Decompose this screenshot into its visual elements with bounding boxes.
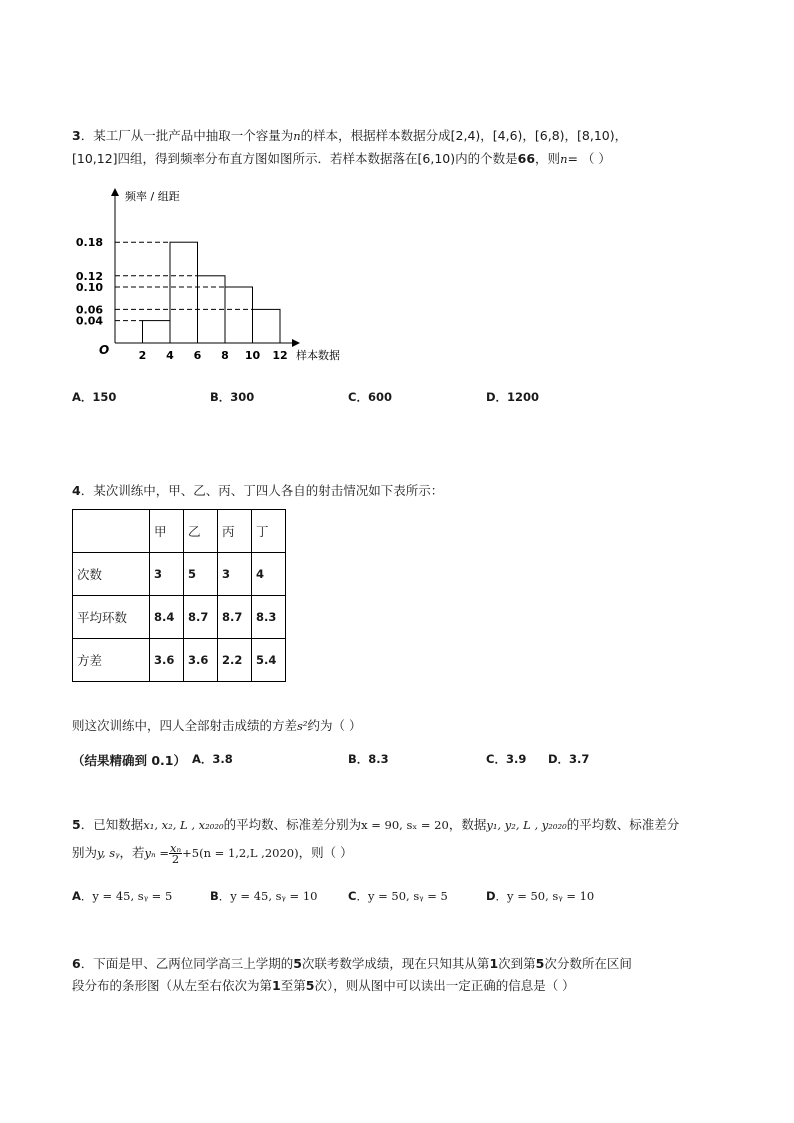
q6-line1: [72, 954, 632, 972]
q6-number: 6: [72, 956, 81, 971]
q5-option-c-text: y = 50, sᵧ = 5: [367, 889, 448, 903]
q5-option-d-letter: D: [486, 889, 496, 903]
q6-line2: [72, 976, 575, 994]
q3-var-n: n: [293, 129, 301, 143]
q4-option-b-letter: B: [348, 752, 357, 766]
table-row: [73, 639, 286, 682]
table-header: 丁: [252, 510, 286, 553]
q5-formula-tail: +5(n = 1,2,L ,2020): [182, 846, 299, 860]
y-tick-label: 0.04: [75, 314, 103, 328]
q5-option-b-letter: B: [210, 889, 219, 903]
q6-five: 5: [293, 956, 302, 971]
q4-intro: [72, 481, 443, 499]
y-tick-label: 0.12: [75, 269, 103, 283]
x-tick-label: 4: [166, 349, 174, 362]
q5-option-a[interactable]: A．y = 45, sᵧ = 5: [72, 889, 173, 903]
q6-t5: 段分布的条形图（从左至右依次为第: [72, 978, 273, 993]
q5-option-a-letter: A: [72, 889, 81, 903]
q3-option-b-letter: B: [210, 390, 219, 404]
q3-line1: [72, 126, 627, 144]
table-cell: 3.6: [150, 639, 184, 682]
q5-t6: ，若: [119, 845, 145, 860]
x-tick-label: 2: [138, 349, 147, 362]
q6-t1: ．下面是甲、乙两位同学高三上学期的: [80, 956, 294, 971]
q5-t1: ．已知数据: [80, 817, 144, 832]
table-header: 乙: [184, 510, 218, 553]
table-row: [73, 553, 286, 596]
q5-line2: [72, 840, 353, 866]
table-cell: 3: [150, 553, 184, 596]
q5-frac-top: xₙ: [170, 841, 182, 855]
origin-label: O: [99, 343, 110, 357]
q4-option-b-text: 8.3: [368, 752, 389, 766]
q4-option-a-text: 3.8: [212, 752, 233, 766]
q3-var-n2: n: [560, 152, 568, 166]
q3-option-c-text: 600: [367, 390, 392, 404]
y-axis-label: 频率 / 组距: [125, 190, 180, 203]
q4-option-a-letter: A: [192, 752, 201, 766]
frequency-histogram: [70, 184, 370, 366]
q5-t7: ，则（ ）: [298, 845, 353, 860]
table-cell: 4: [252, 553, 286, 596]
q5-option-d[interactable]: D．y = 50, sᵧ = 10: [486, 889, 595, 903]
q3-option-a-text: 150: [92, 390, 117, 404]
q6-t3: 次到第: [498, 956, 536, 971]
x-tick-label: 10: [244, 349, 261, 362]
q5-t3: ，数据: [448, 817, 487, 832]
q3-option-a-letter: A: [72, 390, 81, 404]
q5-stats-y: y, sᵧ: [97, 846, 120, 860]
q5-xs: x₁, x₂, L , x₂₀₂₀: [143, 818, 224, 832]
q5-line1: [72, 815, 679, 833]
q4-option-c-letter: C: [486, 752, 495, 766]
shooting-table: [72, 509, 286, 682]
q4-question-a: 则这次训练中，四人全部射击成绩的方差: [72, 718, 298, 733]
q5-yn: yₙ =: [144, 846, 169, 860]
q3-option-d-text: 1200: [507, 390, 540, 404]
q3-text-b: 的样本，根据样本数据分成[2,4)，[4,6)，[6,8)，[8,10)，: [300, 128, 628, 143]
q3-number: 3: [72, 128, 81, 143]
q3-option-d-letter: D: [486, 390, 496, 404]
q5-frac-bot: 2: [171, 852, 180, 866]
table-cell: 8.7: [218, 596, 252, 639]
table-cell: 8.4: [150, 596, 184, 639]
q6-t6: 至第: [280, 978, 306, 993]
q4-option-a[interactable]: A．3.8: [192, 752, 233, 766]
q3-text-a: ．某工厂从一批产品中抽取一个容量为: [80, 128, 294, 143]
table-cell: 8.3: [252, 596, 286, 639]
q5-t5: 别为: [72, 845, 98, 860]
table-row-label: 方差: [73, 639, 150, 682]
histogram-bar: [225, 287, 253, 343]
table-header: 甲: [150, 510, 184, 553]
table-cell: 5: [184, 553, 218, 596]
table-header: 丙: [218, 510, 252, 553]
q6-t4: 次分数所在区间: [544, 956, 632, 971]
y-tick-label: 0.06: [75, 303, 103, 317]
q5-option-d-text: y = 50, sᵧ = 10: [507, 889, 595, 903]
q6-t2: 次联考数学成绩，现在只知其从第: [301, 956, 490, 971]
q4-option-d-letter: D: [548, 752, 558, 766]
q3-option-d[interactable]: D．1200: [486, 390, 540, 404]
y-tick-label: 0.10: [75, 281, 103, 294]
q6-five3: 5: [305, 978, 315, 993]
q4-number: 4: [72, 483, 81, 498]
table-corner: [73, 510, 150, 553]
table-row-label: 平均环数: [73, 596, 150, 639]
q4-option-c-text: 3.9: [505, 752, 527, 766]
q3-option-b-text: 300: [230, 390, 255, 404]
q6-t7: 次），则从图中可以读出一定正确的信息是（ ）: [314, 978, 575, 993]
histogram-bar: [253, 309, 281, 343]
q3-option-b[interactable]: B．300: [210, 390, 255, 404]
x-tick-label: 12: [272, 349, 288, 362]
q5-fraction: [169, 843, 182, 864]
table-header-row: [73, 510, 286, 553]
q5-option-c-letter: C: [348, 889, 357, 903]
q5-t4: 的平均数、标准差分: [566, 817, 680, 832]
q5-stats-x: x = 90, sₓ = 20: [361, 818, 449, 832]
q6-one2: 1: [272, 978, 281, 993]
table-row: [73, 596, 286, 639]
x-axis-label: 样本数据: [296, 349, 340, 362]
q4-option-d-text: 3.7: [569, 752, 590, 766]
table-cell: 3.6: [184, 639, 218, 682]
q3-text-e: = （ ）: [567, 151, 611, 166]
q5-number: 5: [72, 817, 81, 832]
table-row-label: 次数: [73, 553, 150, 596]
q5-option-a-text: y = 45, sᵧ = 5: [92, 889, 173, 903]
q3-option-c-letter: C: [348, 390, 357, 404]
q6-five2: 5: [535, 956, 545, 971]
q6-one: 1: [489, 956, 499, 971]
table-cell: 3: [218, 553, 252, 596]
q3-option-a[interactable]: A．150: [72, 390, 117, 404]
q5-ys: y₁, y₂, L , y₂₀₂₀: [486, 818, 567, 832]
q5-option-b[interactable]: B．y = 45, sᵧ = 10: [210, 889, 318, 903]
q3-text-d: ，则: [535, 151, 561, 166]
q4-var-s2: s²: [297, 719, 308, 733]
q5-t2: 的平均数、标准差分别为: [223, 817, 362, 832]
y-tick-label: 0.18: [75, 236, 103, 250]
q4-question-b: 约为（ ）: [307, 718, 362, 733]
x-tick-label: 6: [193, 349, 202, 362]
q3-text-c: [10,12]四组，得到频率分布直方图如图所示．若样本数据落在[6,10)内的个数是: [72, 151, 518, 166]
table-cell: 5.4: [252, 639, 286, 682]
q4-option-c[interactable]: C．3.9: [486, 752, 527, 766]
q5-option-b-text: y = 45, sᵧ = 10: [230, 889, 318, 903]
q4-note: [72, 751, 186, 769]
q4-option-b[interactable]: B．8.3: [348, 752, 389, 766]
q3-count: 66: [517, 151, 536, 166]
q4-note-text: （结果精确到 0.1）: [72, 753, 186, 768]
q3-option-c[interactable]: C．600: [348, 390, 392, 404]
table-cell: 8.7: [184, 596, 218, 639]
table-cell: 2.2: [218, 639, 252, 682]
histogram-bar: [170, 242, 198, 343]
q4-question: [72, 716, 362, 734]
q4-intro-text: ．某次训练中，甲、乙、丙、丁四人各自的射击情况如下表所示：: [80, 483, 444, 498]
histogram-bar: [143, 321, 171, 343]
x-tick-label: 8: [221, 349, 229, 362]
q3-line2: [72, 149, 611, 167]
q4-option-d[interactable]: D．3.7: [548, 752, 590, 766]
q5-option-c[interactable]: C．y = 50, sᵧ = 5: [348, 889, 448, 903]
